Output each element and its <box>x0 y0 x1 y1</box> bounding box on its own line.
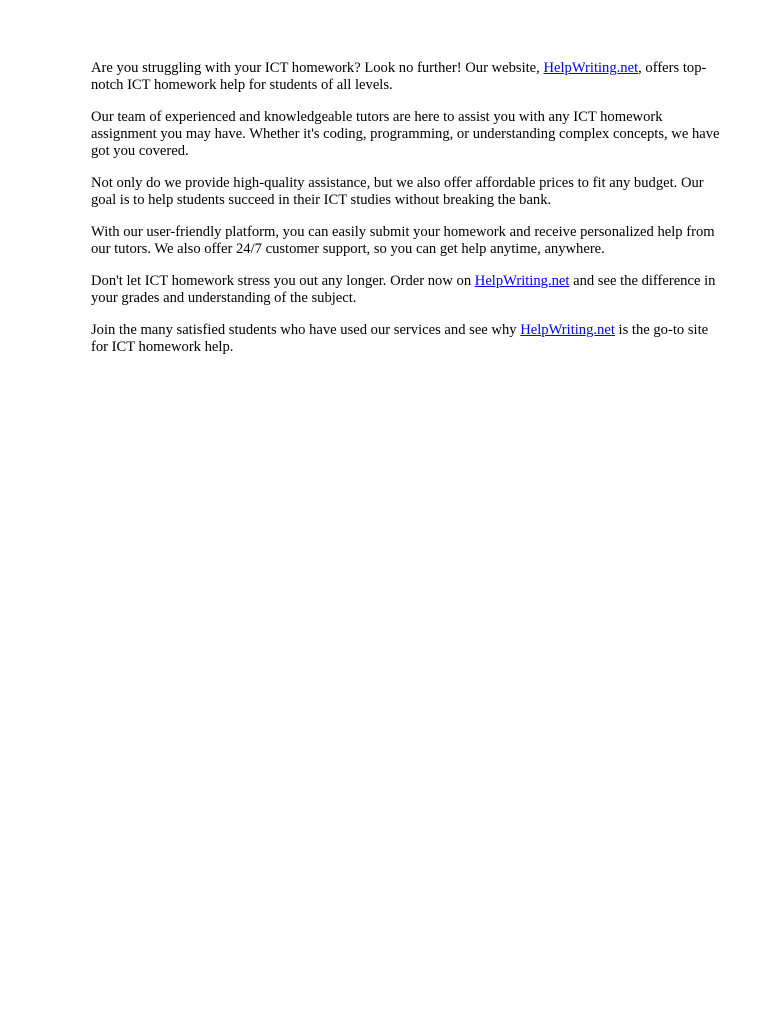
paragraph-text: Join the many satisfied students who have used our services and see why <box>91 322 521 338</box>
helpwriting-link[interactable]: HelpWriting.net <box>520 322 615 338</box>
helpwriting-link[interactable]: HelpWriting.net <box>474 273 570 289</box>
paragraph-pricing: Not only do we provide high-quality assistance, but we also offer affordable prices to fit any budget. Our goal is to help students succeed in their ICT studies without breaking the bank. <box>91 175 704 208</box>
paragraph-text: Don't let ICT homework stress you out any longer. Order now on <box>91 273 475 289</box>
paragraph-platform: With our user-friendly platform, you can easily submit your homework and receive personalized help from our tutors. We also offer 24/7 customer support, so you can get help anytime, anywhere. <box>91 224 715 257</box>
paragraph-text: , offers top-notch ICT homework help for students of all levels. <box>91 60 707 93</box>
paragraph-intro <box>91 60 723 94</box>
paragraph-join <box>91 322 723 356</box>
document-body <box>91 60 723 371</box>
paragraph-order <box>91 273 723 307</box>
paragraph-text: and see the difference in your grades and understanding of the subject. <box>91 273 716 306</box>
paragraph-tutors: Our team of experienced and knowledgeable tutors are here to assist you with any ICT homework assignment you may have. Whether it's coding, programming, or understanding complex concepts, we have got you covered. <box>91 109 720 159</box>
paragraph-text: is the go-to site for ICT homework help. <box>91 322 709 355</box>
helpwriting-link[interactable]: HelpWriting.net <box>543 60 639 76</box>
paragraph-text: Are you struggling with your ICT homework? Look no further! Our website, <box>91 60 544 76</box>
